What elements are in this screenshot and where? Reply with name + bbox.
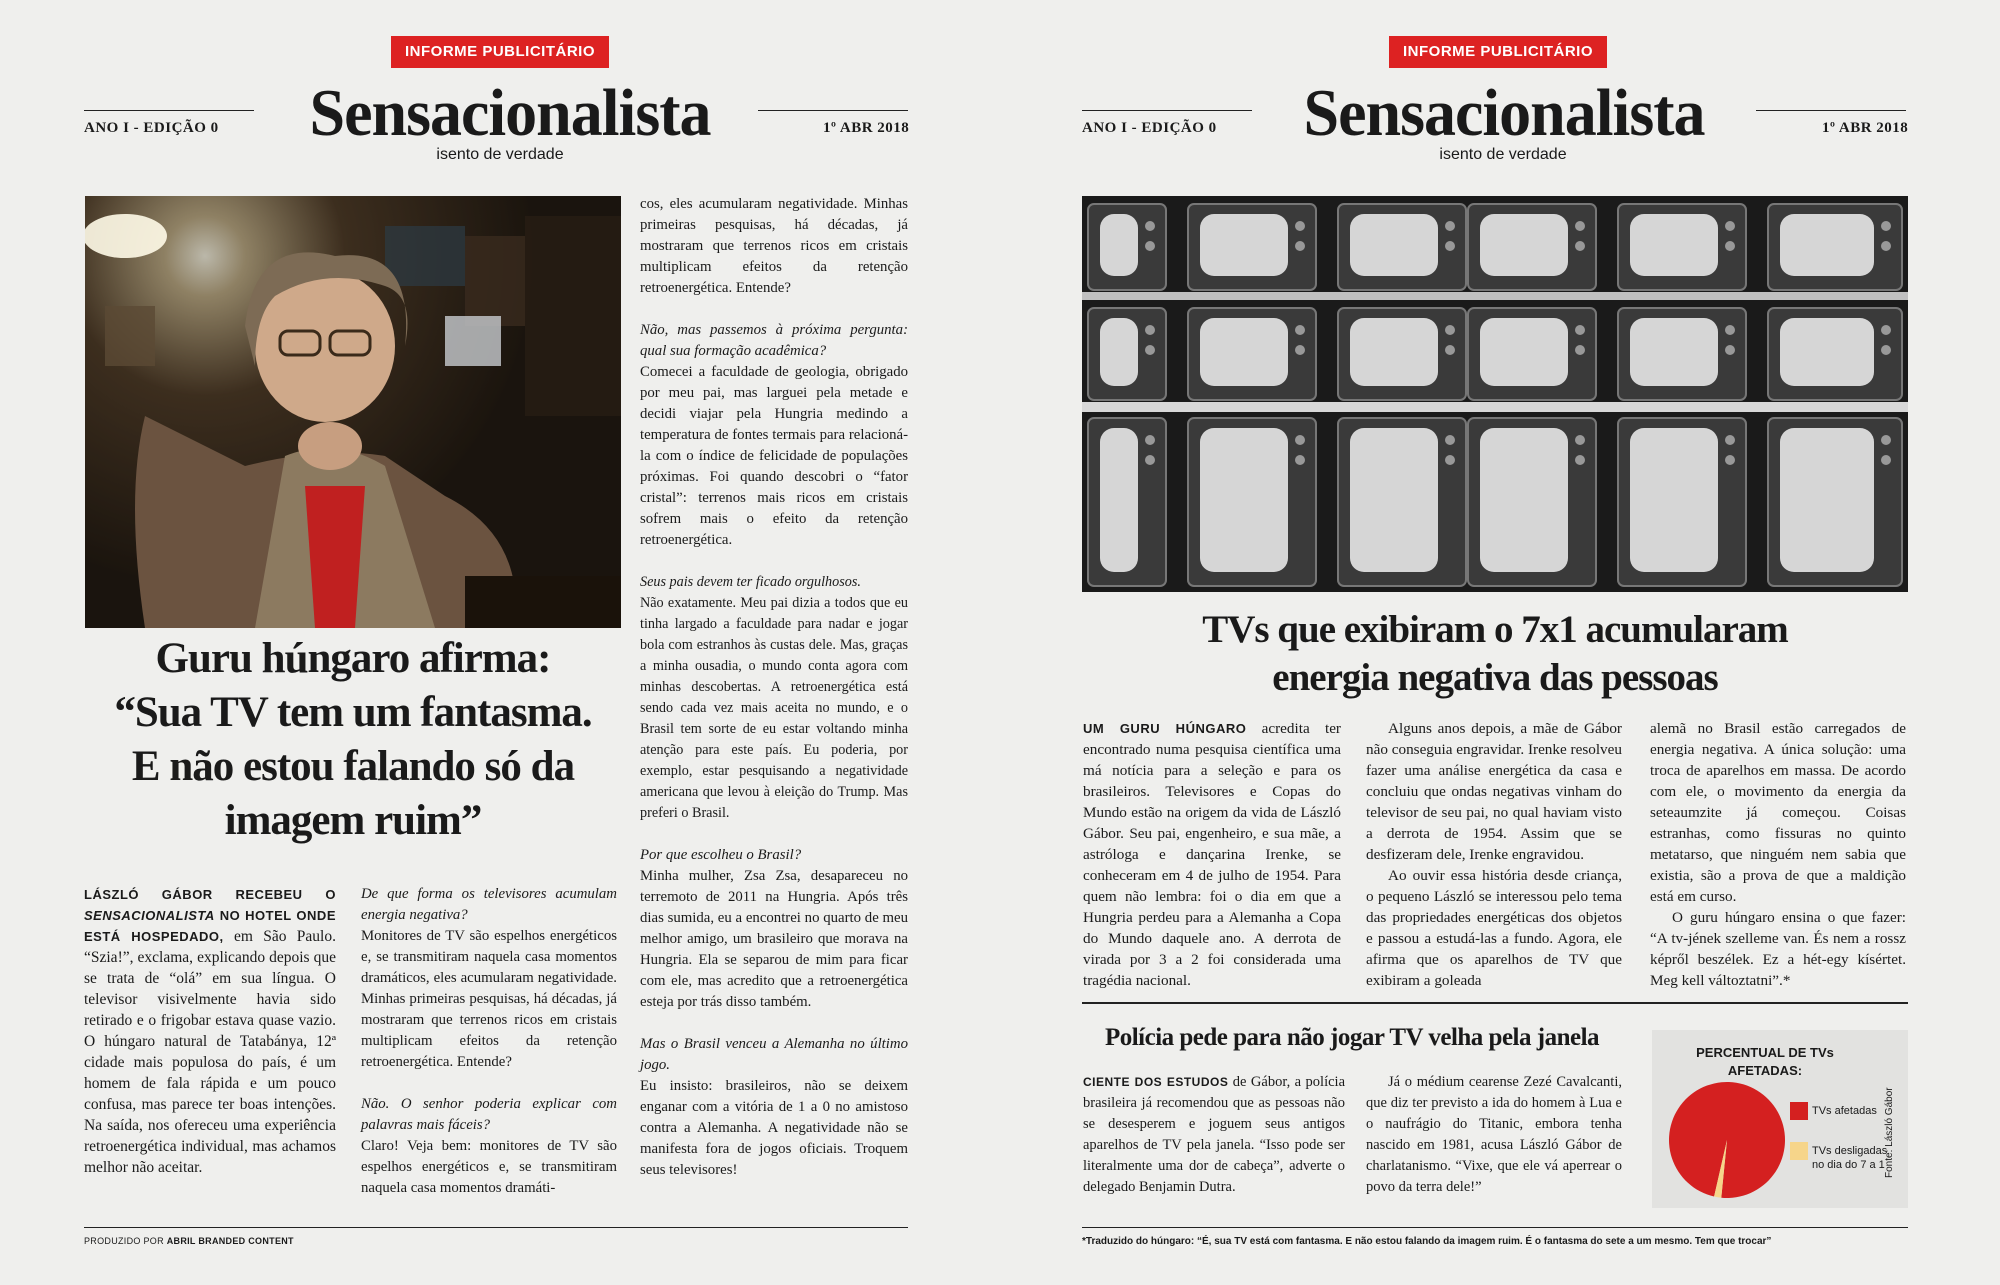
interview-question: Não, mas passemos à próxima pergunta: qual sua formação acadêmica? [640, 322, 908, 359]
footer-rule [84, 1227, 908, 1228]
interview-answer: Não exatamente. Meu pai dizia a todos que eu tinha largado a faculdade para nadar e jogar bola com estranhos às custas dele. Mas, graças a minha ousadia, o mundo conta agora com minhas descobertas. A retroenergética está sendo cada vez mais aceita no mundo, e o Brasil tem sorte de eu estar voltando minha atenção para este país. Eu poderia, por exemplo, estar pesquisando a negatividade americana que levou à eleição do Trump. Mas preferi o Brasil. [640, 595, 908, 821]
masthead-rule-left [1082, 110, 1252, 111]
paragraph: Ao ouvir essa história desde criança, o pequeno László se interessou pelo tema das propriedades energéticas dos objetos e passou a estudá-las a fundo. Agora, ele afirma que os aparelhos de TV que exibiram a goleada [1366, 867, 1622, 989]
headline-line: energia negativa das pessoas [1272, 656, 1718, 699]
tagline: isento de verdade [1439, 146, 1567, 163]
masthead-rule-right [758, 110, 908, 111]
sidebar-title: Polícia pede para não jogar TV velha pela janela [1104, 1024, 1600, 1051]
headline-line: E não estou falando só da [131, 743, 575, 790]
tv-wall-illustration [1082, 196, 1908, 592]
tv-wall-photo [1082, 196, 1908, 592]
paragraph: de Gábor, a polícia brasileira já recomendou que as pessoas não se desesperem e joguem seus antigos aparelhos de TV pela janela. “Isso pode ser literalmente uma dor de cabeça”, adverte o delegado Benjamin Dutra. [1083, 1074, 1346, 1195]
interview-answer: cos, eles acumularam negatividade. Minhas primeiras pesquisas, há décadas, já mostraram que terrenos ricos em cristais multiplicam efeitos da retenção retroenergética. Entende? [640, 196, 908, 296]
lead-in: UM GURU HÚNGARO [1083, 721, 1247, 736]
section-rule [1082, 1002, 1908, 1004]
advertorial-tag: INFORME PUBLICITÁRIO [1389, 36, 1607, 68]
edition-label: ANO I - EDIÇÃO 0 [84, 120, 219, 136]
main-headline [1082, 606, 1908, 702]
paragraph: alemã no Brasil estão carregados de energia negativa. A única solução: uma troca de aparelhos em massa. De acordo com ele, o movimento da energia da seteaumzite já começou. Coisas estranhas, como fissuras no quinto metatarso, que ninguém nem sabia que existia, são a prova de que a maldição está em curso. [1650, 720, 1906, 905]
intro-text: em São Paulo. “Szia!”, exclama, explicando depois que se trata de “olá” em sua língua. O televisor visivelmente havia sido retirado e o frigobar estava quase vazio. O húngaro natural de Tatabánya, 12ª cidade mais populosa do país, é um homem de fala rápida e um pouco confusa, mas parece ter boas intenções. Na saída, nos ofereceu uma experiência retroenergética individual, mas achamos melhor não aceitar. [84, 928, 336, 1176]
masthead-rule-left [84, 110, 254, 111]
edition-label: ANO I - EDIÇÃO 0 [1082, 120, 1217, 136]
interview-question: Mas o Brasil venceu a Alemanha no último jogo. [640, 1036, 908, 1073]
sidebar-column-1 [1083, 1072, 1345, 1198]
chart-title: PERCENTUAL DE TVs AFETADAS: [1696, 1045, 1834, 1078]
guru-photo-illustration [85, 196, 621, 628]
interview-answer: Minha mulher, Zsa Zsa, desapareceu no terremoto de 2011 na Hungria. Após três dias sumida, eu a encontrei no quarto de meu melhor amigo, um brasileiro que morava na Hungria. Ela se separou de mim para ficar com ele, mas acredito que a retroenergética esteja por trás disso também. [640, 868, 908, 1010]
pie-chart [1652, 1030, 1908, 1208]
interview-question: Por que escolheu o Brasil? [640, 847, 802, 863]
interview-answer: Monitores de TV são espelhos energéticos e, se transmitiram naquela casa momentos dramáticos, eles acumularam negatividade. Minhas primeiras pesquisas, há décadas, já mostraram que terrenos ricos em cristais multiplicam efeitos da retenção retroenergética. Entende? [361, 928, 617, 1070]
chart-source: Fonte: László Gábor [1884, 1087, 1895, 1178]
lead-in: CIENTE DOS ESTUDOS [1083, 1075, 1229, 1089]
article-column-1 [1083, 718, 1341, 991]
article-column-2 [361, 884, 617, 1220]
interview-answer: Eu insisto: brasileiros, não se deixem enganar com a vitória de 1 a 0 no amistoso contra a Alemanha. A negatividade não se manifesta fora de jogos oficiais. Troquem seus televisores! [640, 1078, 908, 1178]
interview-answer: Claro! Veja bem: monitores de TV são espelhos energéticos e, se transmitiram naquela casa momentos dramáti- [361, 1138, 617, 1196]
credit-name: ABRIL BRANDED CONTENT [166, 1236, 294, 1246]
headline-line: Guru húngaro afirma: [155, 635, 551, 682]
intro-text: acredita ter encontrado numa pesquisa científica uma má notícia para a seleção e para os brasileiros. Televisores e Copas do Mundo estão na origem da vida de László Gábor. Seu pai, engenheiro, e sua mãe, a astróloga e dançarina Irenke, se conheceram em 4 de julho de 1954. Para quem não lembra: foi o dia em que a Hungria perdeu para a Alemanha a Copa do Mundo daquele ano. A derrota de virada por 3 a 2 foi considerada uma tragédia nacional. [1083, 720, 1341, 989]
paragraph: O guru húngaro ensina o que fazer: “A tv-jének szelleme van. És nem a rossz képről beszélek. Ez a hét-egy kísértet. Meg kell változtatni”.* [1650, 909, 1906, 989]
pie-slice-affected [1669, 1082, 1785, 1198]
guru-photo [85, 196, 621, 628]
lead-in-rest: NO HOTEL ONDE ESTÁ HOSPEDADO, [84, 908, 336, 944]
legend-label-off: TVs desligadas no dia do 7 a 1 [1812, 1145, 1888, 1171]
right-page [1000, 0, 2000, 1285]
legend-swatch-affected [1790, 1102, 1808, 1120]
newspaper-logo: Sensacionalista [309, 75, 711, 150]
credit-prefix: PRODUZIDO POR [84, 1236, 164, 1246]
chart-panel [1652, 1030, 1908, 1208]
production-credit [84, 1236, 294, 1246]
issue-date: 1º ABR 2018 [823, 120, 910, 136]
legend-swatch-off [1790, 1142, 1808, 1160]
paragraph: Já o médium cearense Zezé Cavalcanti, que diz ter previsto a ida do homem à Lua e o naufrágio do Titanic, embora tenha nascido em 1981, acusa László Gábor de charlatanismo. “Vixe, que ele vá aperrear o povo da terra dele!” [1366, 1074, 1622, 1195]
headline-line: TVs que exibiram o 7x1 acumularam [1202, 608, 1788, 651]
paragraph: Alguns anos depois, a mãe de Gábor não conseguia engravidar. Irenke resolveu fazer uma análise energética da casa e concluiu que ondas negativas vinham do televisor de seu pai, no qual haviam visto a derrota de 1954. Assim que se desfizeram dele, Irenke engravidou. [1366, 720, 1622, 863]
headline-line: “Sua TV tem um fantasma. [114, 689, 592, 736]
legend-label-affected: TVs afetadas [1812, 1105, 1877, 1117]
tagline: isento de verdade [436, 146, 564, 163]
article-column-2 [1366, 718, 1622, 991]
interview-question: Seus pais devem ter ficado orgulhosos. [640, 574, 861, 590]
headline-line: imagem ruim” [224, 797, 482, 844]
interview-answer: Comecei a faculdade de geologia, obrigado por meu pai, mas larguei pela metade e decidi viajar pela Hungria medindo a temperatura de fontes termais para relacioná-la com o índice de felicidade de populações próximas. Foi quando descobri o “fator cristal”: terrenos mais ricos em cristais sofrem mais o efeito da retenção retroenergética. [640, 364, 908, 548]
footer-rule [1082, 1227, 1908, 1228]
advertorial-tag: INFORME PUBLICITÁRIO [391, 36, 609, 68]
interview-question: Não. O senhor poderia explicar com palavras mais fáceis? [361, 1096, 617, 1133]
issue-date: 1º ABR 2018 [1822, 120, 1909, 136]
article-column-3 [1650, 718, 1906, 991]
lead-in: LÁSZLÓ GÁBOR RECEBEU O [84, 887, 336, 902]
translation-footnote: *Traduzido do húngaro: “É, sua TV está com fantasma. E não estou falando da imagem ruim. É o fantasma do sete a um mesmo. Tem que trocar” [1082, 1236, 1772, 1247]
newspaper-logo: Sensacionalista [1303, 75, 1705, 150]
article-column-3 [640, 194, 908, 1202]
article-column-1 [84, 884, 336, 1178]
main-headline [85, 632, 621, 848]
lead-in-publication: SENSACIONALISTA [84, 908, 215, 923]
sidebar-column-2 [1366, 1072, 1622, 1198]
masthead-rule-right [1756, 110, 1906, 111]
interview-question: De que forma os televisores acumulam energia negativa? [361, 886, 617, 923]
